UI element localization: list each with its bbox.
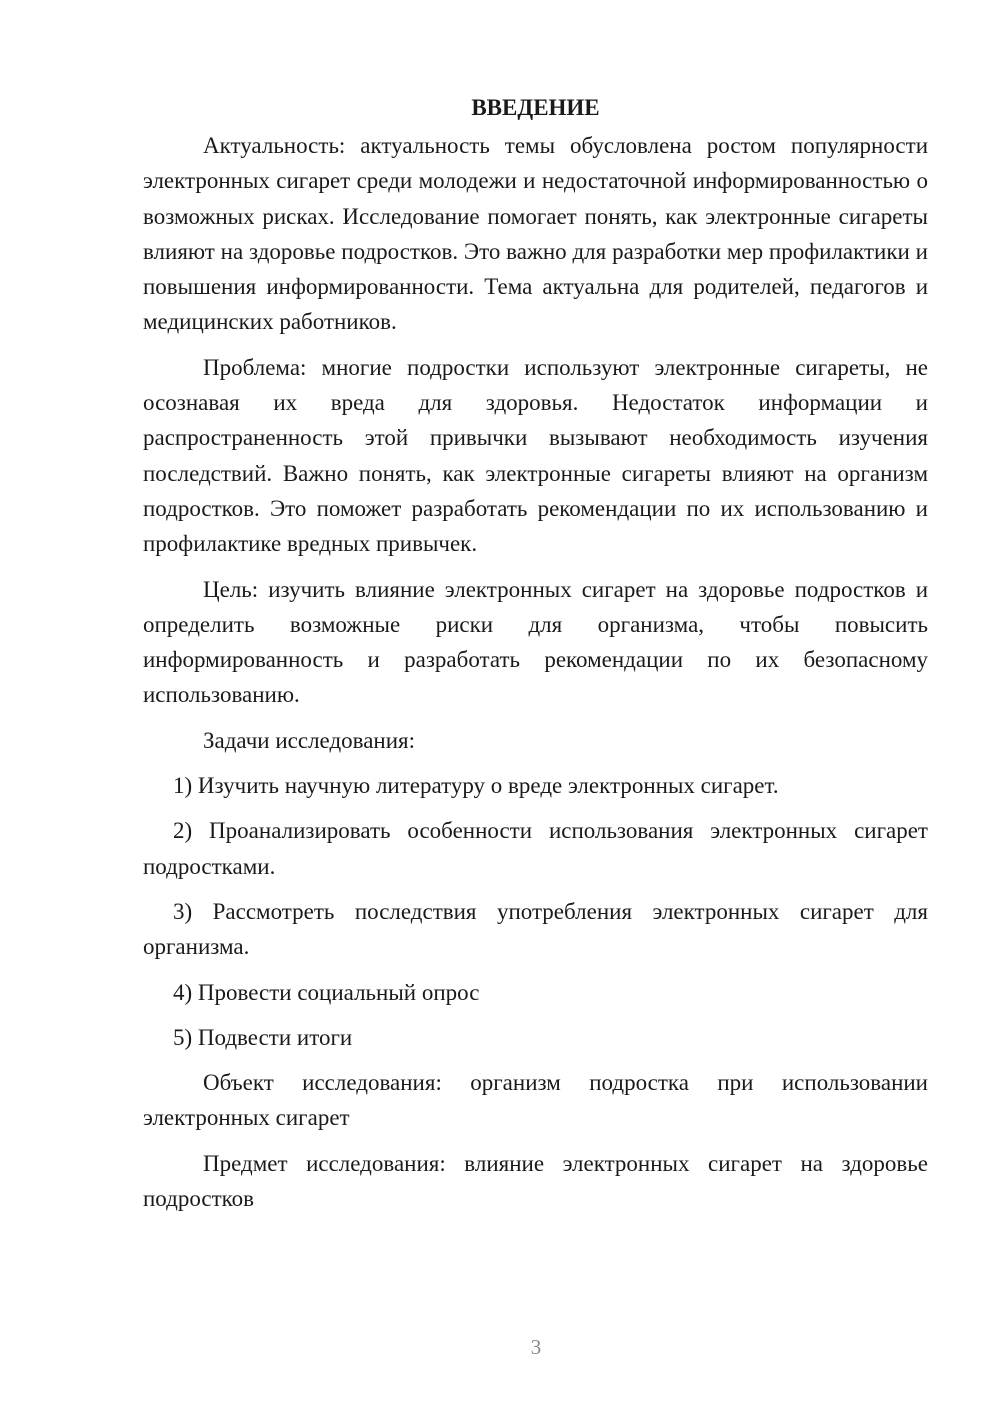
- subject-paragraph: Предмет исследования: влияние электронных сигарет на здоровье подростков: [143, 1150, 928, 1212]
- relevance-paragraph: Актуальность: актуальность темы обусловлена ростом популярности электронных сигарет среди молодежи и недостаточной информированностью о возможных рисках. Исследование помогает понять, как электронные сигареты влияют на здоровье подростков. Это важно для разработки мер профилактики и повышения информированности. Тема актуальна для родителей, педагогов и медицинских работников.: [143, 133, 928, 335]
- goal-paragraph: Цель: изучить влияние электронных сигарет на здоровье подростков и определить возможные риски для организма, чтобы повысить информированность и разработать рекомендации по их безопасному использованию.: [143, 576, 928, 708]
- page-content: [143, 88, 928, 1226]
- task-item-4: 4) Провести социальный опрос: [173, 979, 480, 1005]
- problem-paragraph: Проблема: многие подростки используют электронные сигареты, не осознавая их вреда для здоровья. Недостаток информации и распространенность этой привычки вызывают необходимость изучения последствий. Важно понять, как электронные сигареты влияют на организм подростков. Это поможет разработать рекомендации по их использованию и профилактике вредных привычек.: [143, 354, 928, 557]
- section-heading: ВВЕДЕНИЕ: [471, 95, 600, 120]
- task-item-5: 5) Подвести итоги: [173, 1024, 353, 1050]
- tasks-heading: Задачи исследования:: [203, 727, 416, 753]
- task-item-2: 2) Проанализировать особенности использования электронных сигарет подростками.: [143, 818, 928, 879]
- object-paragraph: Объект исследования: организм подростка при использовании электронных сигарет: [143, 1070, 928, 1131]
- page-number: 3: [530, 1335, 542, 1359]
- task-item-3: 3) Рассмотреть последствия употребления электронных сигарет для организма.: [143, 898, 928, 960]
- task-item-1: 1) Изучить научную литературу о вреде электронных сигарет.: [173, 773, 779, 799]
